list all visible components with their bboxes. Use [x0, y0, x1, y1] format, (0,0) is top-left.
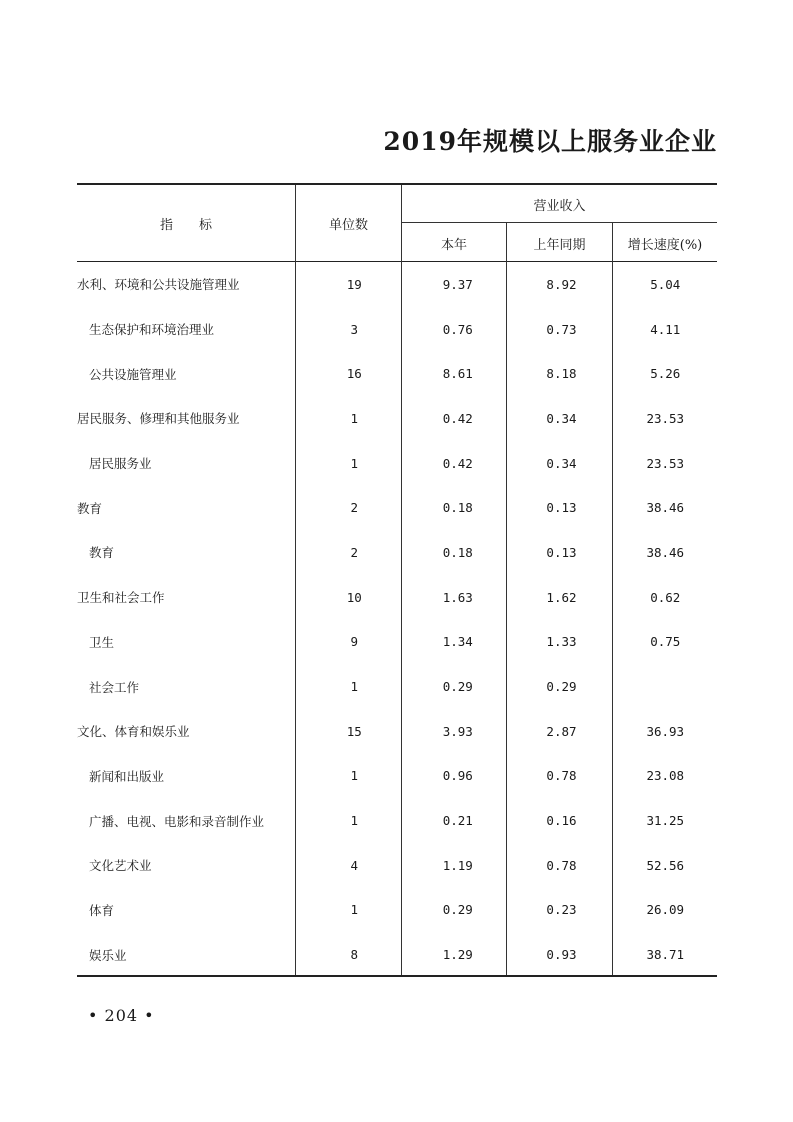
row-last-year: 0.13 [546, 544, 577, 560]
row-units: 1 [350, 768, 359, 784]
row-last-year: 0.16 [546, 813, 577, 829]
row-units: 1 [350, 902, 359, 918]
row-name: 体育 [89, 902, 115, 918]
row-growth: 0.75 [650, 634, 681, 650]
header-units: 单位数 [328, 218, 368, 233]
row-this-year: 0.18 [442, 544, 473, 560]
table-row [77, 575, 717, 620]
table-row [77, 664, 717, 709]
row-name: 居民服务业 [89, 456, 152, 472]
row-last-year: 8.92 [546, 276, 577, 292]
row-this-year: 9.37 [442, 276, 473, 292]
row-name: 卫生 [89, 634, 115, 650]
row-units: 2 [350, 544, 359, 560]
row-this-year: 0.29 [442, 902, 473, 918]
table-row [77, 351, 717, 396]
row-name: 居民服务、修理和其他服务业 [77, 411, 240, 427]
row-this-year: 1.29 [442, 947, 473, 963]
table-body [77, 262, 717, 977]
header-indicator: 指 标 [159, 218, 212, 233]
row-last-year: 0.34 [546, 455, 577, 471]
row-this-year: 1.19 [442, 857, 473, 873]
table-row [77, 709, 717, 754]
row-growth: 23.08 [646, 768, 685, 784]
row-name: 娱乐业 [89, 947, 127, 963]
row-this-year: 0.21 [442, 813, 473, 829]
header-revenue: 营业收入 [533, 199, 586, 214]
row-growth: 52.56 [646, 857, 685, 873]
row-last-year: 0.93 [546, 947, 577, 963]
row-name: 文化艺术业 [89, 858, 152, 874]
row-this-year: 1.63 [442, 589, 473, 605]
row-growth: 23.53 [646, 410, 685, 426]
row-growth: 26.09 [646, 902, 685, 918]
row-last-year: 0.23 [546, 902, 577, 918]
row-growth: 0.62 [650, 589, 681, 605]
page-number: • 204 • [88, 1006, 155, 1025]
row-last-year: 0.13 [546, 500, 577, 516]
row-growth: 36.93 [646, 723, 685, 739]
row-units: 16 [346, 366, 362, 382]
row-name: 公共设施管理业 [89, 366, 177, 382]
row-last-year: 0.34 [546, 410, 577, 426]
row-last-year: 1.62 [546, 589, 577, 605]
row-growth: 5.26 [650, 366, 681, 382]
row-growth: 23.53 [646, 455, 685, 471]
row-name: 生态保护和环境治理业 [89, 322, 215, 338]
table-row [77, 441, 717, 486]
header-last-year: 上年同期 [533, 238, 586, 253]
row-this-year: 0.76 [442, 321, 473, 337]
row-units: 1 [350, 455, 359, 471]
row-growth: 5.04 [650, 276, 681, 292]
table-top-rule [77, 183, 717, 185]
row-growth: 38.46 [646, 500, 685, 516]
row-units: 8 [350, 947, 359, 963]
table-row [77, 888, 717, 933]
row-growth: 38.71 [646, 947, 685, 963]
table-row [77, 307, 717, 352]
row-growth [614, 664, 717, 709]
row-name: 教育 [77, 500, 103, 516]
row-this-year: 0.29 [442, 679, 473, 695]
row-name: 社会工作 [89, 679, 140, 695]
row-units: 3 [350, 321, 359, 337]
row-last-year: 0.78 [546, 768, 577, 784]
row-units: 1 [350, 813, 359, 829]
row-name: 文化、体育和娱乐业 [77, 724, 190, 740]
row-growth: 31.25 [646, 813, 685, 829]
revenue-subheader-rule [401, 222, 717, 223]
row-name: 广播、电视、电影和录音制作业 [89, 813, 265, 829]
table-row [77, 932, 717, 977]
row-this-year: 0.42 [442, 455, 473, 471]
table-row [77, 843, 717, 888]
table-row [77, 530, 717, 575]
row-last-year: 0.29 [546, 679, 577, 695]
row-this-year: 3.93 [442, 723, 473, 739]
row-name: 卫生和社会工作 [77, 590, 165, 606]
row-units: 10 [346, 589, 362, 605]
table-row [77, 620, 717, 665]
row-last-year: 0.78 [546, 857, 577, 873]
row-units: 1 [350, 410, 359, 426]
row-growth: 4.11 [650, 321, 681, 337]
header-this-year: 本年 [440, 238, 467, 253]
row-name: 新闻和出版业 [89, 768, 165, 784]
row-name: 教育 [89, 545, 115, 561]
row-last-year: 2.87 [546, 723, 577, 739]
row-this-year: 0.96 [442, 768, 473, 784]
row-this-year: 0.42 [442, 410, 473, 426]
row-units: 9 [350, 634, 359, 650]
table-row [77, 485, 717, 530]
table-row [77, 754, 717, 799]
row-name: 水利、环境和公共设施管理业 [77, 277, 240, 293]
row-this-year: 1.34 [442, 634, 473, 650]
data-table [77, 262, 717, 977]
table-row [77, 396, 717, 441]
row-growth: 38.46 [646, 544, 685, 560]
row-units: 1 [350, 679, 359, 695]
row-this-year: 8.61 [442, 366, 473, 382]
row-units: 15 [346, 723, 362, 739]
row-units: 19 [346, 276, 362, 292]
header-growth: 增长速度(%) [627, 238, 703, 253]
table-row [77, 262, 717, 307]
row-last-year: 0.73 [546, 321, 577, 337]
row-units: 4 [350, 857, 359, 873]
page-title: 2019年规模以上服务业企业 [383, 127, 717, 156]
row-last-year: 1.33 [546, 634, 577, 650]
row-last-year: 8.18 [546, 366, 577, 382]
row-this-year: 0.18 [442, 500, 473, 516]
row-units: 2 [350, 500, 359, 516]
table-row [77, 798, 717, 843]
